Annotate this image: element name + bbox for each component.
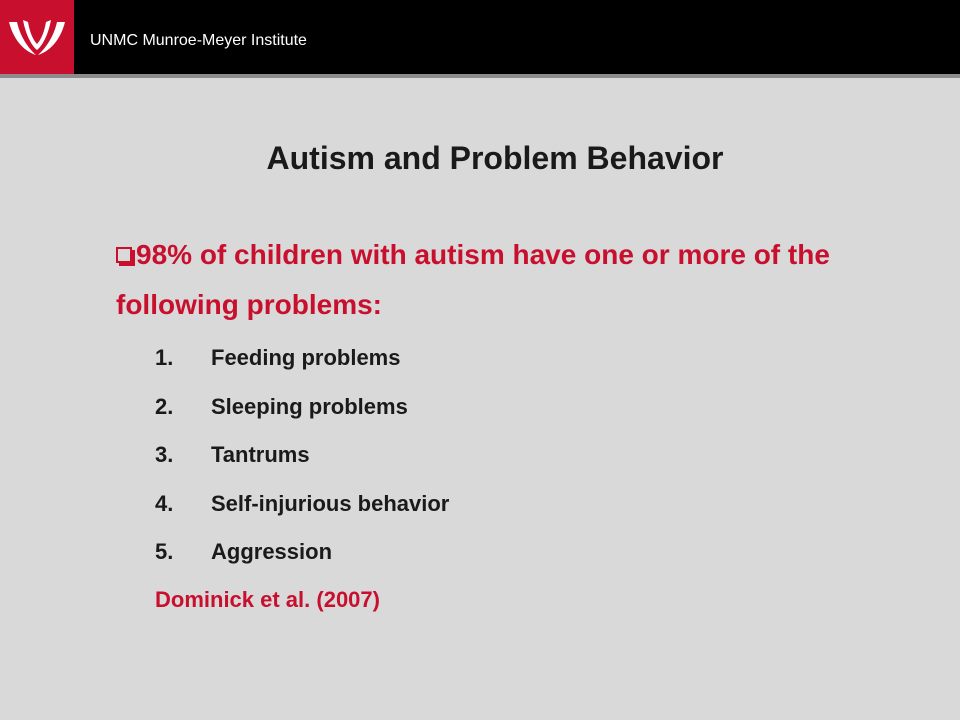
problems-list — [155, 334, 449, 577]
organization-name: UNMC Munroe-Meyer Institute — [90, 32, 307, 49]
list-item-number: 5. — [155, 539, 174, 564]
list-item — [155, 528, 449, 577]
list-item — [155, 334, 449, 383]
list-item — [155, 431, 449, 480]
main-bullet-text: 98% of children with autism have one or more of the following problems: — [116, 239, 830, 320]
list-item-number: 1. — [155, 345, 174, 370]
list-item — [155, 383, 449, 432]
list-item-text: Aggression — [211, 539, 333, 564]
list-item-number: 2. — [155, 393, 174, 419]
main-bullet — [116, 230, 916, 330]
list-item-text: Feeding problems — [211, 345, 401, 370]
list-item-text: Tantrums — [211, 442, 310, 467]
citation: Dominick et al. (2007) — [155, 587, 380, 612]
header-divider — [0, 74, 960, 78]
list-item-number: 3. — [155, 442, 174, 467]
list-item — [155, 480, 449, 529]
list-item-text: Self-injurious behavior — [211, 490, 450, 516]
unmc-logo-icon — [0, 0, 74, 74]
slide-title: Autism and Problem Behavior — [266, 140, 724, 176]
list-item-text: Sleeping problems — [211, 393, 408, 419]
list-item-number: 4. — [155, 490, 174, 516]
checkbox-bullet-icon — [116, 247, 132, 263]
